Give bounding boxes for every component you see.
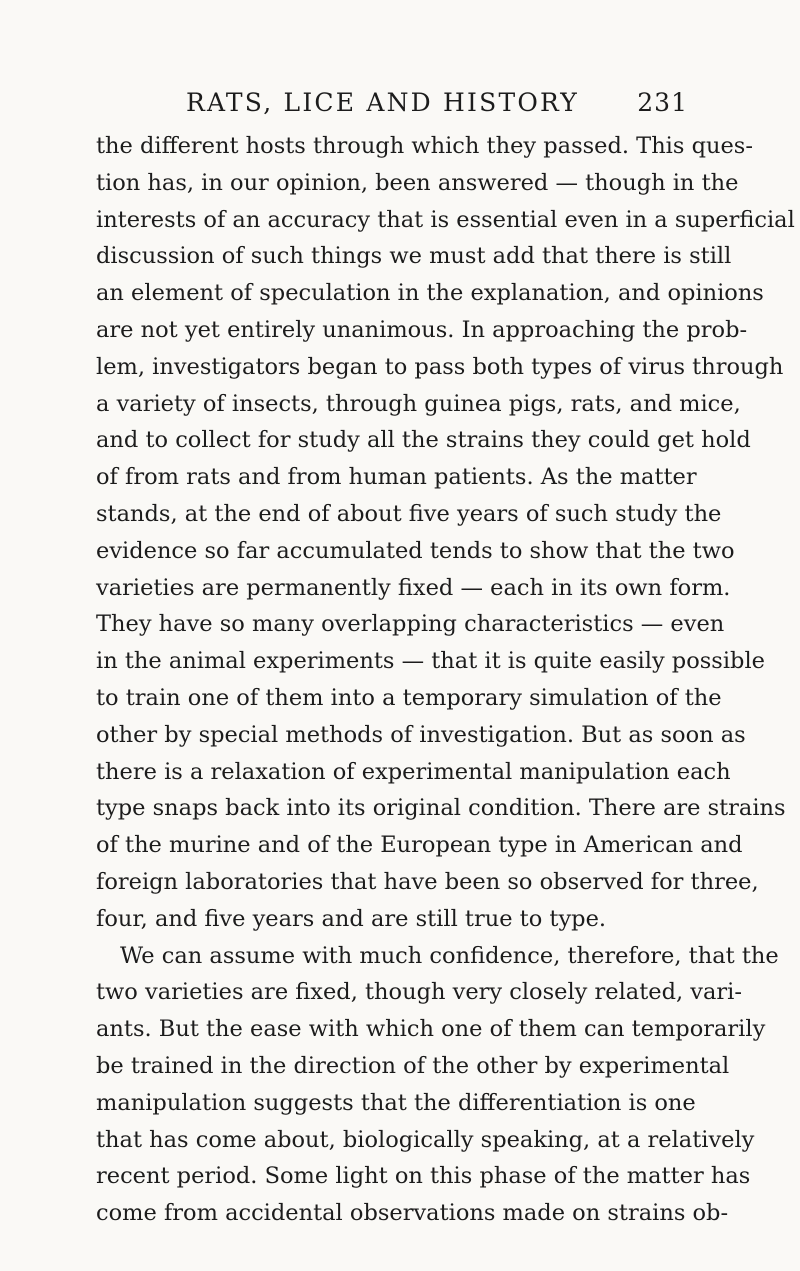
text-line: in the animal experiments — that it is quite easily possible [96,648,765,675]
text-line: a variety of insects, through guinea pigs, rats, and mice, [96,390,741,417]
text-line: manipulation suggests that the differentiation is one [96,1089,696,1116]
text-line: two varieties are fixed, though very closely related, vari- [96,979,742,1006]
text-line: an element of speculation in the explanation, and opinions [96,280,764,307]
page-number: 231 [637,88,688,117]
text-line-paragraph-end: four, and five years and are still true to type. [96,905,607,932]
text-line: varieties are permanently fixed — each in its own form. [96,574,731,601]
text-line: tion has, in our opinion, been answered — though in the [96,169,739,196]
text-line: interests of an accuracy that is essential even in a superficial [96,206,795,233]
text-line: of from rats and from human patients. As the matter [96,464,697,491]
text-line: that has come about, biologically speaking, at a relatively [96,1126,755,1153]
text-line: They have so many overlapping characteristics — even [96,611,725,638]
text-line: are not yet entirely unanimous. In approaching the prob- [96,316,748,343]
text-line: recent period. Some light on this phase of the matter has [96,1163,751,1190]
text-line: lem, investigators began to pass both types of virus through [96,353,784,380]
text-line: ants. But the ease with which one of them can temporarily [96,1016,766,1043]
text-line: to train one of them into a temporary simulation of the [96,684,722,711]
text-line: there is a relaxation of experimental manipulation each [96,758,731,785]
text-line-paragraph-start: We can assume with much confidence, therefore, that the [120,942,779,969]
text-line: be trained in the direction of the other by experimental [96,1052,730,1079]
body-text [96,128,795,1232]
text-line: of the murine and of the European type in American and [96,832,743,859]
text-line: the different hosts through which they passed. This ques- [96,133,753,159]
text-line: come from accidental observations made on strains ob- [96,1200,729,1227]
running-head: RATS, LICE AND HISTORY [186,88,579,117]
text-line: foreign laboratories that have been so observed for three, [96,868,759,895]
text-line: evidence so far accumulated tends to show that the two [96,537,735,564]
text-line: stands, at the end of about five years of such study the [96,500,722,527]
text-line: other by special methods of investigation. But as soon as [96,721,746,748]
text-line: and to collect for study all the strains they could get hold [96,427,751,454]
text-line: discussion of such things we must add that there is still [96,243,732,270]
text-line: type snaps back into its original condition. There are strains [96,795,786,822]
page-header [186,88,688,128]
